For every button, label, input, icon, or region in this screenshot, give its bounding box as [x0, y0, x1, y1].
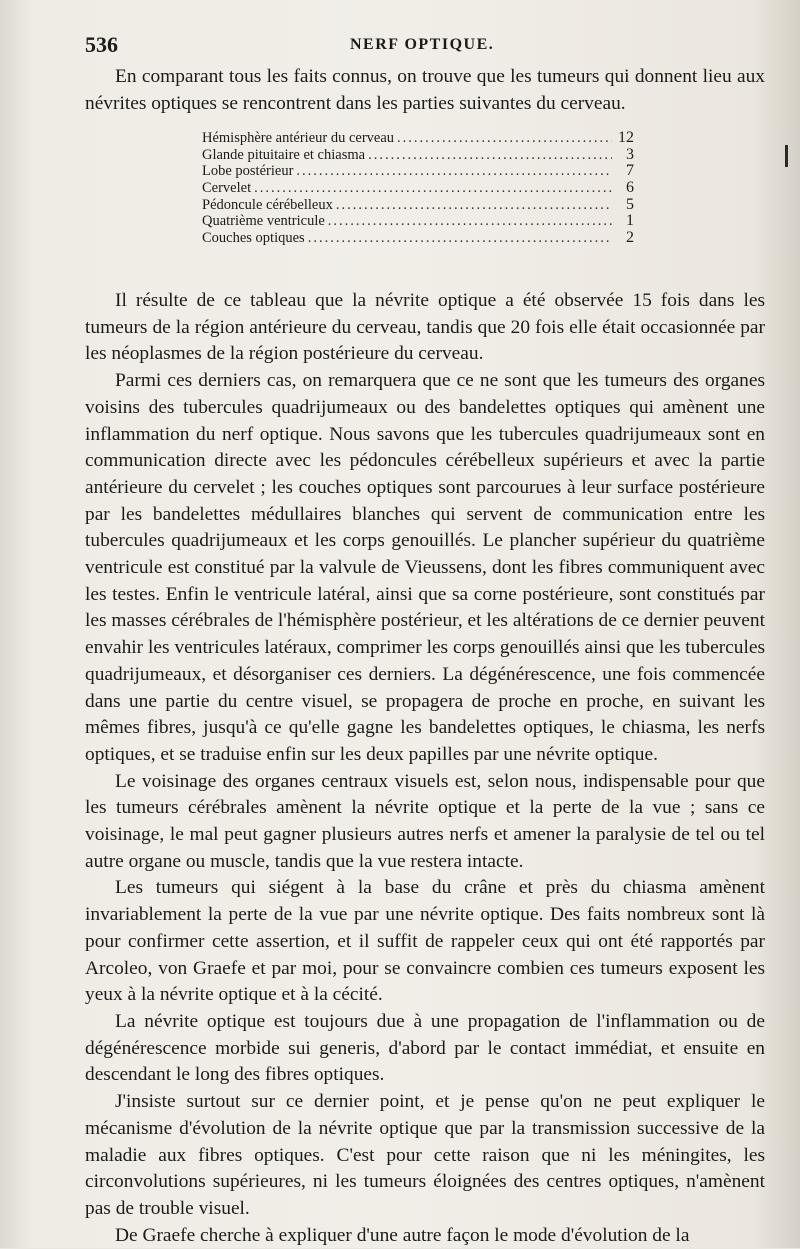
body-paragraph-mechanism: J'insiste surtout sur ce dernier point, et je pense qu'on ne peut expliquer le mécanisme d'évolution de la névrite optique que par la transmission successive de la maladie aux fibres optiques. C'est pour cette raison que ni les méningites, les circonvolutions supérieures, ni les tumeurs éloignées des centres optiques, n'amènent pas de trouble visuel. [85, 1091, 765, 1219]
row-label: Lobe postérieur [202, 163, 294, 180]
row-label: Pédoncule cérébelleux [202, 196, 333, 213]
page-number: 536 [85, 32, 118, 57]
tumor-location-table [202, 130, 634, 247]
body-paragraph-propagation: La névrite optique est toujours due à une propagation de l'inflammation ou de dégénérescence morbide sui generis, d'abord par le contact immédiat, et ensuite en descendant le long des fibres optiques. [85, 1010, 765, 1086]
row-count: 7 [626, 162, 634, 180]
leader-dots [251, 180, 612, 197]
leader-dots [305, 230, 612, 247]
leader-dots [325, 213, 612, 230]
table-row [202, 147, 634, 164]
page-edge-mark [785, 145, 788, 167]
row-label: Quatrième ventricule [202, 213, 325, 230]
row-count: 3 [626, 145, 634, 163]
body-paragraph-summary: Il résulte de ce tableau que la névrite optique a été observée 15 fois dans les tumeurs de la région antérieure du cerveau, tandis que 20 fois elle était occasionnée par les néoplasmes de la région postérieure du cerveau. [85, 290, 765, 365]
body-paragraph-anatomy: Parmi ces derniers cas, on remarquera que ce ne sont que les tumeurs des organes voisins des tubercules quadrijumeaux ou des bandelettes optiques qui amènent une inflammation du nerf optique. Nous savons que les tubercules quadrijumeaux sont en communication directe avec les pédoncules cérébelleux supérieurs et avec la partie antérieure du cervelet ; les couches optiques sont parcourues à leur surface postérieure par les bandelettes médullaires blanches qui servent de communication entre les tubercules quadrijumeaux et les corps genouillés. Le plancher supérieur du quatrième ventricule est constitué par la valvule de Vieussens, dont les fibres communiquent avec les testes. Enfin le ventricule latéral, ainsi que sa corne postérieure, sont constitués par les masses cérébrales de l'hémisphère postérieur, et les altérations de ce dernier peuvent envahir les ventricules latéraux, comprimer les corps genouillés ainsi que les tubercules quadrijumeaux, et désorganiser ces derniers. La dégénérescence, une fois commencée dans une partie du centre visuel, se propagera de proche en proche, en suivant les mêmes fibres, jusqu'à ce qu'elle gagne les bandelettes optiques, le chiasma, les nerfs optiques, et se traduise enfin sur les deux papilles par une névrite optique. [85, 370, 765, 765]
running-title: NERF OPTIQUE. [350, 36, 495, 53]
body-paragraph-graefe: De Graefe cherche à expliquer d'une autre façon le mode d'évolution de la [115, 1224, 690, 1246]
table-row [202, 197, 634, 214]
row-label: Glande pituitaire et chiasma [202, 146, 366, 163]
table-row [202, 180, 634, 197]
page-header [85, 30, 745, 60]
intro-paragraph: En comparant tous les faits connus, on trouve que les tumeurs qui donnent lieu aux névrites optiques se rencontrent dans les parties suivantes du cerveau. [85, 66, 765, 114]
body-text [85, 288, 765, 1249]
row-label: Couches optiques [202, 230, 305, 247]
table-row [202, 130, 634, 147]
body-paragraph-proximity: Le voisinage des organes centraux visuels est, selon nous, indispensable pour que les tumeurs cérébrales amènent la névrite optique et la perte de la vue ; sans ce voisinage, le mal peut gagner plusieurs autres nerfs et amener la paralysie de tel ou tel autre organe ou muscle, tandis que la vue restera intacte. [85, 770, 765, 872]
row-label: Cervelet [202, 180, 252, 197]
row-count: 12 [618, 129, 634, 146]
row-count: 5 [626, 195, 634, 213]
leader-dots [365, 147, 612, 164]
row-label: Hémisphère antérieur du cerveau [202, 130, 395, 146]
table-row [202, 163, 634, 180]
row-count: 2 [626, 229, 634, 247]
body-paragraph-skull-base: Les tumeurs qui siégent à la base du crâne et près du chiasma amènent invariablement la perte de la vue par une névrite optique. Des faits nombreux sont là pour confirmer cette assertion, et il suffit de rappeler ceux qui ont été rapportés par Arcoleo, von Graefe et par moi, pour se convaincre combien ces tumeurs exposent les yeux à la névrite optique et à la cécité. [85, 877, 765, 1006]
leader-dots [293, 163, 612, 180]
leader-dots [333, 197, 612, 214]
table-row [202, 213, 634, 230]
row-count: 1 [626, 212, 634, 230]
table-row [202, 230, 634, 247]
intro-paragraph-block [85, 64, 765, 117]
leader-dots [394, 130, 612, 147]
row-count: 6 [626, 179, 634, 197]
